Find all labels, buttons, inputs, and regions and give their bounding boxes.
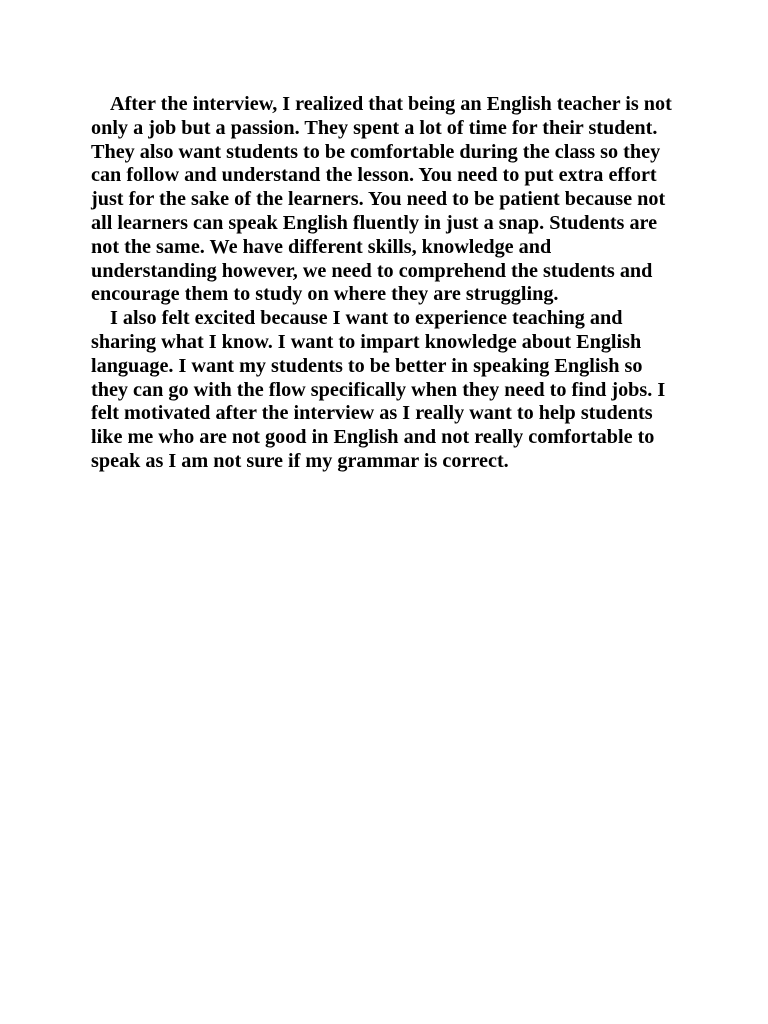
text-line: speak as I am not sure if my grammar is correct.	[91, 449, 509, 472]
text-line: felt motivated after the interview as I really want to help students	[91, 402, 653, 425]
text-line: encourage them to study on where they are struggling.	[91, 283, 559, 306]
text-line: language. I want my students to be better in speaking English so	[91, 354, 643, 377]
text-line: not the same. We have different skills, knowledge and	[91, 235, 552, 258]
text-line: like me who are not good in English and not really comfortable to	[91, 426, 655, 449]
text-line: they can go with the flow specifically when they need to find jobs. I	[91, 378, 666, 401]
text-line: After the interview, I realized that being an English teacher is not	[110, 93, 672, 115]
text-line: understanding however, we need to comprehend the students and	[91, 259, 653, 282]
text-line: all learners can speak English fluently in just a snap. Students are	[91, 211, 658, 234]
text-line: just for the sake of the learners. You need to be patient because not	[91, 188, 666, 211]
text-line: sharing what I know. I want to impart knowledge about English	[91, 330, 642, 353]
paragraph-2	[91, 307, 691, 474]
text-line: I also felt excited because I want to experience teaching and	[110, 307, 623, 330]
text-line: They also want students to be comfortable during the class so they	[91, 140, 661, 163]
document-body	[91, 93, 691, 474]
text-line: can follow and understand the lesson. You need to put extra effort	[91, 164, 657, 187]
paragraph-1	[91, 93, 691, 307]
text-line: only a job but a passion. They spent a lot of time for their student.	[91, 116, 658, 139]
